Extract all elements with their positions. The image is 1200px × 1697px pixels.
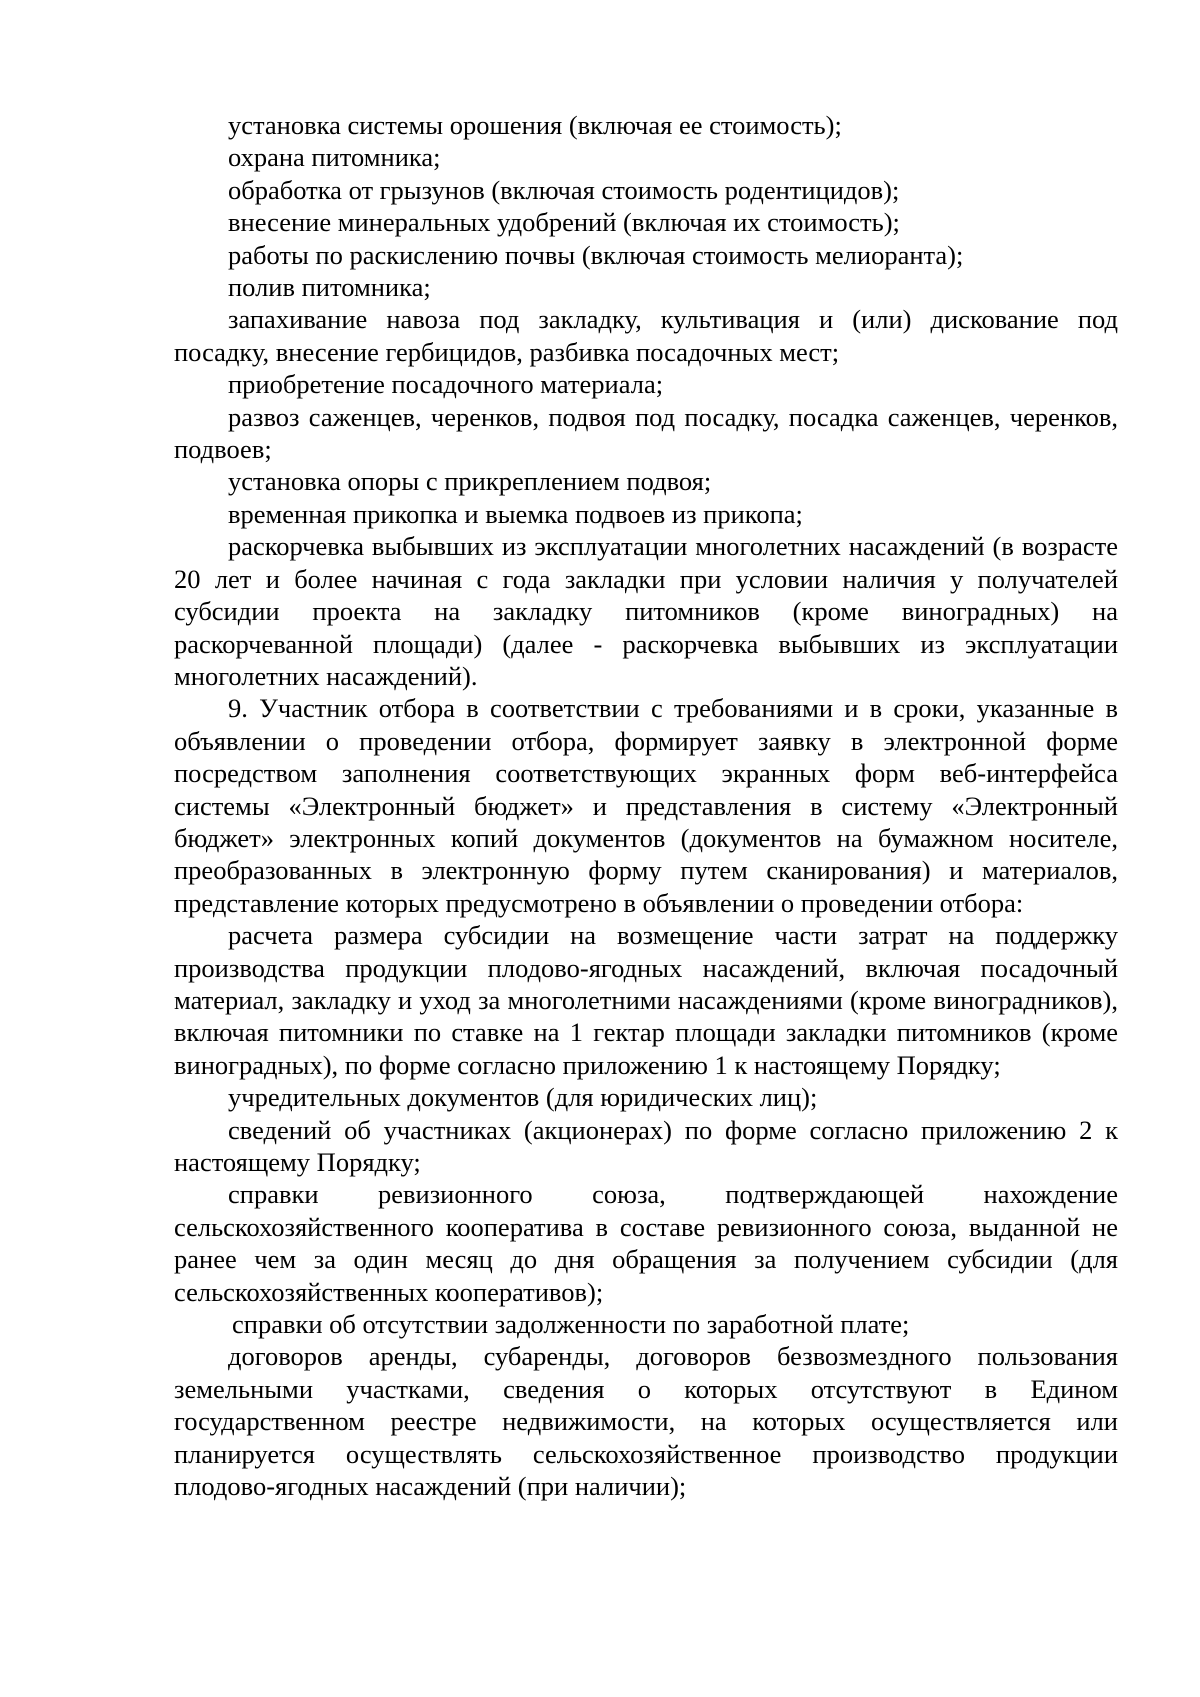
paragraph-rodent-treatment: обработка от грызунов (включая стоимость родентицидов); (228, 174, 900, 205)
paragraph-subsidy-calculation: расчета размера субсидии на возмещение части затрат на поддержку производства продукции плодово-ягодных насаждений, включая посадочный материал, закладку и уход за многолетними насаждениями (кроме виноградников), включая питомники по ставке на 1 гектар площади закладки питомников (кроме виноградных), по форме согласно приложению 1 к настоящему Порядку; (174, 920, 1118, 1080)
paragraph-manure-plowing: запахивание навоза под закладку, культивация и (или) дискование под посадку, внесение гербицидов, разбивка посадочных мест; (174, 304, 1118, 367)
paragraph-fertilizers: внесение минеральных удобрений (включая их стоимость); (228, 207, 900, 238)
document-body (174, 109, 1118, 1502)
paragraph-uprooting: раскорчевка выбывших из эксплуатации многолетних насаждений (в возрасте 20 лет и более начиная с года закладки при условии наличия у получателей субсидии проекта на закладку питомников (кроме виноградных) на раскорчеванной площади) (далее - раскорчевка выбывших из эксплуатации многолетних насаждений). (174, 531, 1118, 691)
paragraph-planting-material: приобретение посадочного материала; (228, 369, 664, 400)
paragraph-clause-9: 9. Участник отбора в соответствии с требованиями и в сроки, указанные в объявлении о проведении отбора, формирует заявку в электронной форме посредством заполнения соответствующих экранных форм веб-интерфейса системы «Электронный бюджет» и представления в систему «Электронный бюджет» электронных копий документов (документов на бумажном носителе, преобразованных в электронную форму путем сканирования) и материалов, представление которых предусмотрено в объявлении о проведении отбора: (174, 693, 1118, 918)
paragraph-lease-agreements: договоров аренды, субаренды, договоров безвозмездного пользования земельными участками, сведения о которых отсутствуют в Едином государственном реестре недвижимости, на которых осуществляется или планируется осуществлять сельскохозяйственное производство продукции плодово-ягодных насаждений (при наличии); (174, 1341, 1118, 1502)
paragraph-soil-deacidification: работы по раскислению почвы (включая стоимость мелиоранта); (228, 239, 964, 270)
paragraph-no-wage-debt: справки об отсутствии задолженности по заработной плате; (232, 1309, 910, 1340)
paragraph-seedling-delivery: развоз саженцев, черенков, подвоя под посадку, посадка саженцев, черенков, подвоев; (174, 401, 1118, 465)
paragraph-support-installation: установка опоры с прикреплением подвоя; (228, 466, 712, 497)
paragraph-constituent-documents: учредительных документов (для юридических лиц); (228, 1082, 818, 1113)
paragraph-participants-info: сведений об участниках (акционерах) по форме согласно приложению 2 к настоящему Порядку; (174, 1114, 1118, 1177)
paragraph-audit-union-certificate: справки ревизионного союза, подтверждающей нахождение сельскохозяйственного кооператива в составе ревизионного союза, выданной не ранее чем за один месяц до дня обращения за получением субсидии (для сельскохозяйственных кооперативов); (174, 1179, 1118, 1307)
paragraph-watering: полив питомника; (228, 272, 431, 303)
paragraph-irrigation: установка системы орошения (включая ее стоимость); (228, 110, 842, 140)
paragraph-nursery-guard: охрана питомника; (228, 142, 441, 173)
paragraph-temporary-digging: временная прикопка и выемка подвоев из прикопа; (228, 498, 803, 529)
